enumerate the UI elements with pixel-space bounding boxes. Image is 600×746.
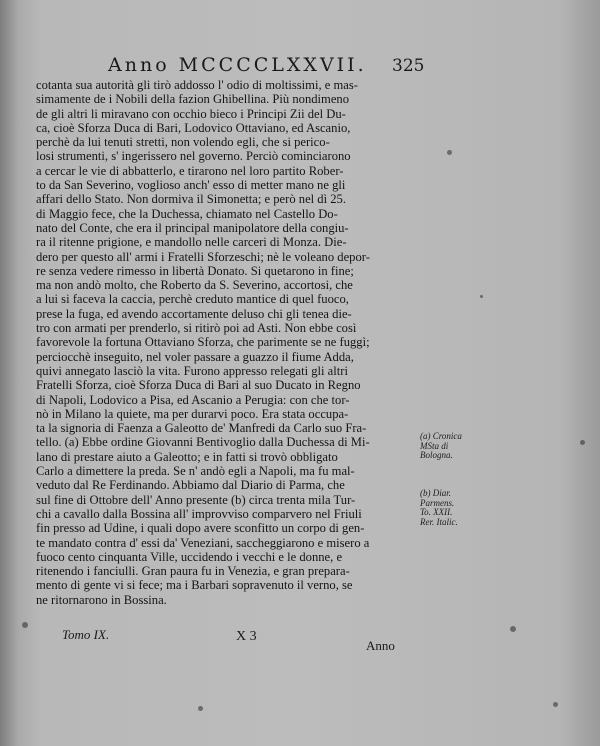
text-line: affari dello Stato. Non dormiva il Simonetta; e però nel dì 25. — [36, 192, 346, 207]
text-line: losi strumenti, s' ingerissero nel governo. Perciò cominciarono — [36, 149, 351, 164]
margin-note-b — [420, 489, 480, 527]
foxing-spot — [553, 702, 558, 707]
foxing-spot — [198, 706, 203, 711]
foxing-spot — [447, 150, 452, 155]
note-line: (a) Cronica — [420, 431, 462, 441]
margin-note-a — [420, 432, 480, 461]
note-line: Parmens. — [420, 497, 455, 508]
text-line: ca, cioè Sforza Duca di Bari, Lodovico Ottaviano, ed Ascanio, — [36, 120, 351, 135]
running-header: Anno MCCCCLXXVII. — [108, 54, 367, 76]
text-line: fin presso ad Udine, i quali dopo avere sconfitto un corpo di gen- — [36, 521, 365, 536]
text-line: veduto dal Re Ferdinando. Abbiamo dal Diario di Parma, che — [36, 478, 345, 493]
foxing-spot — [580, 440, 585, 445]
text-line: to da San Severino, voglioso anch' esso di metter mano ne gli — [36, 178, 346, 193]
note-line: Rer. Italic. — [420, 516, 458, 527]
text-line: favorevole la fortuna Ottaviano Sforza, che parimente se ne fuggì; — [36, 335, 370, 350]
foxing-spot — [480, 295, 483, 298]
text-line: chi a cavallo dalla Bossina all' improvviso comparvero nel Friuli — [36, 506, 362, 521]
text-line: cotanta sua autorità gli tirò addosso l' odio di moltissimi, e mas- — [36, 78, 358, 92]
text-line: quivi annegato lasciò la vita. Furono appresso relegati gli altri — [36, 363, 348, 378]
volume-label: Tomo IX. — [62, 627, 110, 642]
foxing-spot — [510, 626, 516, 632]
text-line: tro con armati per prenderlo, si ritirò poi ad Asti. Non ebbe così — [36, 321, 357, 336]
text-line: a lui si faceva la caccia, perchè creduto mantice di quel fuoco, — [36, 292, 349, 307]
text-line: di Napoli, Lodovico a Pisa, ed Ascanio a Perugia: con che tor- — [36, 392, 350, 407]
text-line: prese la fuga, ed avendo accortamente deluso chi gli tenea die- — [36, 306, 352, 321]
note-line: (b) Diar. — [420, 488, 451, 498]
text-line: nò in Milano la quiete, ma per durarvi poco. Era stata occupa- — [36, 406, 349, 421]
text-line: ra il ritenne prigione, e mandollo nelle carceri di Monza. Die- — [36, 235, 347, 250]
text-line: dero per questo all' armi i Fratelli Sforzeschi; nè le voleano depor- — [36, 249, 370, 264]
text-line: ne ritornarono in Bossina. — [36, 592, 167, 607]
text-line: perchè da lui tenuti stretti, non volendo egli, che si perico- — [36, 135, 330, 150]
text-line: ma non andò molto, che Roberto da S. Severino, accortosi, che — [36, 278, 353, 293]
text-line: te mandato contra d' essi da' Veneziani, saccheggiarono e misero a — [36, 535, 370, 550]
text-line: re senza vedere rimesso in libertà Donato. Si quetarono in fine; — [36, 263, 354, 278]
text-line: simamente de i Nobili della fazion Ghibellina. Più nondimeno — [36, 92, 350, 107]
page-number: 325 — [392, 56, 425, 76]
text-line: Fratelli Sforza, cioè Sforza Duca di Bari al suo Ducato in Regno — [36, 378, 361, 393]
text-line: sul fine di Ottobre dell' Anno presente (b) circa trenta mila Tur- — [36, 492, 356, 507]
text-line: perciocchè inseguito, nel voler passare a guazzo il fiume Adda, — [36, 349, 354, 364]
text-line: a cercar le vie di abbatterlo, e tirarono nel loro partito Rober- — [36, 163, 344, 178]
text-line: nato del Conte, che era il principal manipolatore della congiu- — [36, 220, 349, 235]
catchword: Anno — [366, 638, 395, 653]
text-line: di Maggio fece, che la Duchessa, chiamato nel Castello Do- — [36, 206, 338, 221]
text-line: Carlo a dimettere la preda. Se n' andò egli a Napoli, ma fu mal- — [36, 464, 355, 479]
note-line: Bologna. — [420, 450, 453, 460]
text-line: lano di prestare aiuto a Galeotto; e in fatti si trovò obbligato — [36, 449, 338, 464]
text-line: ta la signoria di Faenza a Galeotto de' Manfredi da Carlo suo Fra- — [36, 421, 367, 436]
signature-mark: X 3 — [236, 629, 257, 644]
text-line: ritenendo i fanciulli. Gran paura fu in Venezia, e gran prepara- — [36, 564, 350, 579]
note-line: To. XXII. — [420, 507, 453, 517]
foxing-spot — [22, 622, 28, 628]
text-line: tello. (a) Ebbe ordine Giovanni Bentivoglio dalla Duchessa di Mi- — [36, 435, 370, 450]
note-line: MSta di — [420, 440, 449, 451]
text-line: de gli altri li miravano con occhio bieco i Principi Zii del Du- — [36, 106, 346, 121]
text-line: mento di gente vi si fece; ma i Barbari sopravenuto il verno, se — [36, 578, 353, 593]
text-line: fuoco cento cinquanta Ville, uccidendo i vecchi e le donne, e — [36, 549, 343, 564]
body-text — [36, 78, 422, 607]
